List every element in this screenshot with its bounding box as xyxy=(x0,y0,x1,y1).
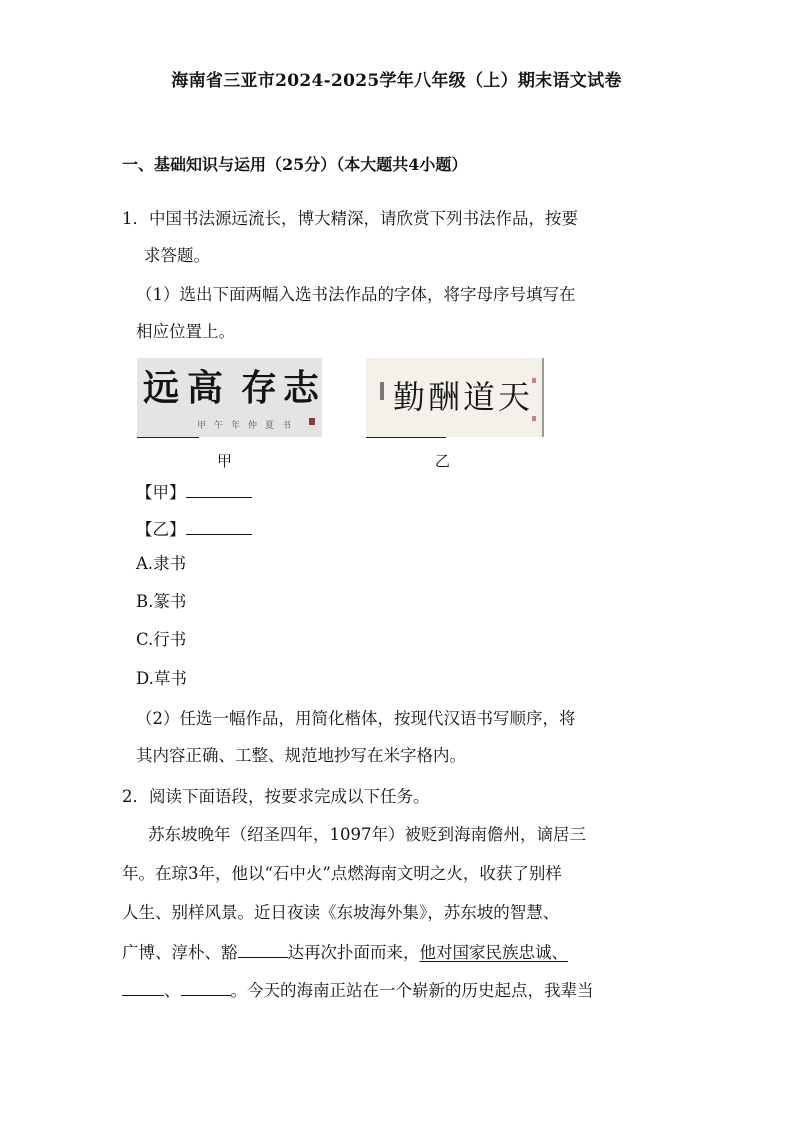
answer-jia-blank[interactable] xyxy=(186,480,252,498)
option-a: A.隶书 xyxy=(136,554,187,573)
q2-para-line4 xyxy=(122,940,568,964)
calligraphy-image-jia xyxy=(137,358,322,437)
para-line4-part-a: 广博、淳朴、豁 xyxy=(122,943,238,962)
callig-yi-char-1: 天 xyxy=(497,378,531,416)
callig-jia-char-3: 高 xyxy=(186,367,224,409)
answer-jia xyxy=(136,480,252,504)
section-heading: 一、基础知识与运用（25分）（本大题共4小题） xyxy=(122,155,468,174)
page-title: 海南省三亚市2024-2025学年八年级（上）期末语文试卷 xyxy=(171,71,622,91)
callig-jia-char-2: 存 xyxy=(240,367,278,409)
callig-jia-char-4: 远 xyxy=(142,367,180,409)
q1-sub2-line1: （2）任选一幅作品，用简化楷体，按现代汉语书写顺序，将 xyxy=(136,709,576,728)
answer-yi xyxy=(136,517,252,541)
underlined-sentence: 他对国家民族忠诚、 xyxy=(419,943,568,962)
fill-blank-3[interactable] xyxy=(181,978,231,996)
caption-jia: 甲 xyxy=(217,452,233,470)
q2-para-line1: 苏东坡晚年（绍圣四年，1097年）被贬到海南儋州，谪居三 xyxy=(148,825,586,844)
option-b: B.篆书 xyxy=(136,592,187,611)
option-c: C.行书 xyxy=(136,630,187,649)
q2-line1: 2．阅读下面语段，按要求完成以下任务。 xyxy=(122,787,430,806)
q1-sub2-line2: 其内容正确、工整、规范地抄写在米字格内。 xyxy=(136,746,466,765)
para-line4-part-b: 达再次扑面而来， xyxy=(287,943,420,962)
fill-blank-2[interactable] xyxy=(122,978,164,996)
answer-yi-label: 【乙】 xyxy=(136,520,186,539)
q1-sub1-line1: （1）选出下面两幅入选书法作品的字体，将字母序号填写在 xyxy=(136,285,576,304)
underline-yi xyxy=(366,437,446,438)
callig-jia-char-1: 志 xyxy=(282,367,320,409)
callig-yi-char-4: 勤 xyxy=(392,378,426,416)
answer-jia-label: 【甲】 xyxy=(136,483,186,502)
option-d: D.草书 xyxy=(136,669,187,688)
q1-line1: 1．中国书法源远流长，博大精深，请欣赏下列书法作品，按要 xyxy=(122,209,578,228)
callig-yi-char-2: 道 xyxy=(462,378,496,416)
para-line5-part-b: 。今天的海南正站在一个崭新的历史起点，我辈当 xyxy=(230,981,594,1000)
calligraphy-image-yi xyxy=(366,358,544,437)
callig-yi-char-3: 酬 xyxy=(427,378,461,416)
q2-para-line5 xyxy=(122,978,594,1002)
q1-line2: 求答题。 xyxy=(144,246,210,265)
q2-para-line2: 年。在琼3年，他以“石中火”点燃海南文明之火，收获了别样 xyxy=(122,864,562,883)
answer-yi-blank[interactable] xyxy=(186,517,252,535)
q1-sub1-line2: 相应位置上。 xyxy=(136,322,235,341)
callig-jia-inscription: 甲午年仲夏书 xyxy=(197,421,300,431)
caption-yi: 乙 xyxy=(435,452,451,470)
para-line5-part-a: 、 xyxy=(164,981,181,1000)
underline-jia xyxy=(137,437,199,438)
fill-blank-1[interactable] xyxy=(238,940,288,958)
q2-para-line3: 人生、别样风景。近日夜读《东坡海外集》，苏东坡的智慧、 xyxy=(122,903,560,922)
